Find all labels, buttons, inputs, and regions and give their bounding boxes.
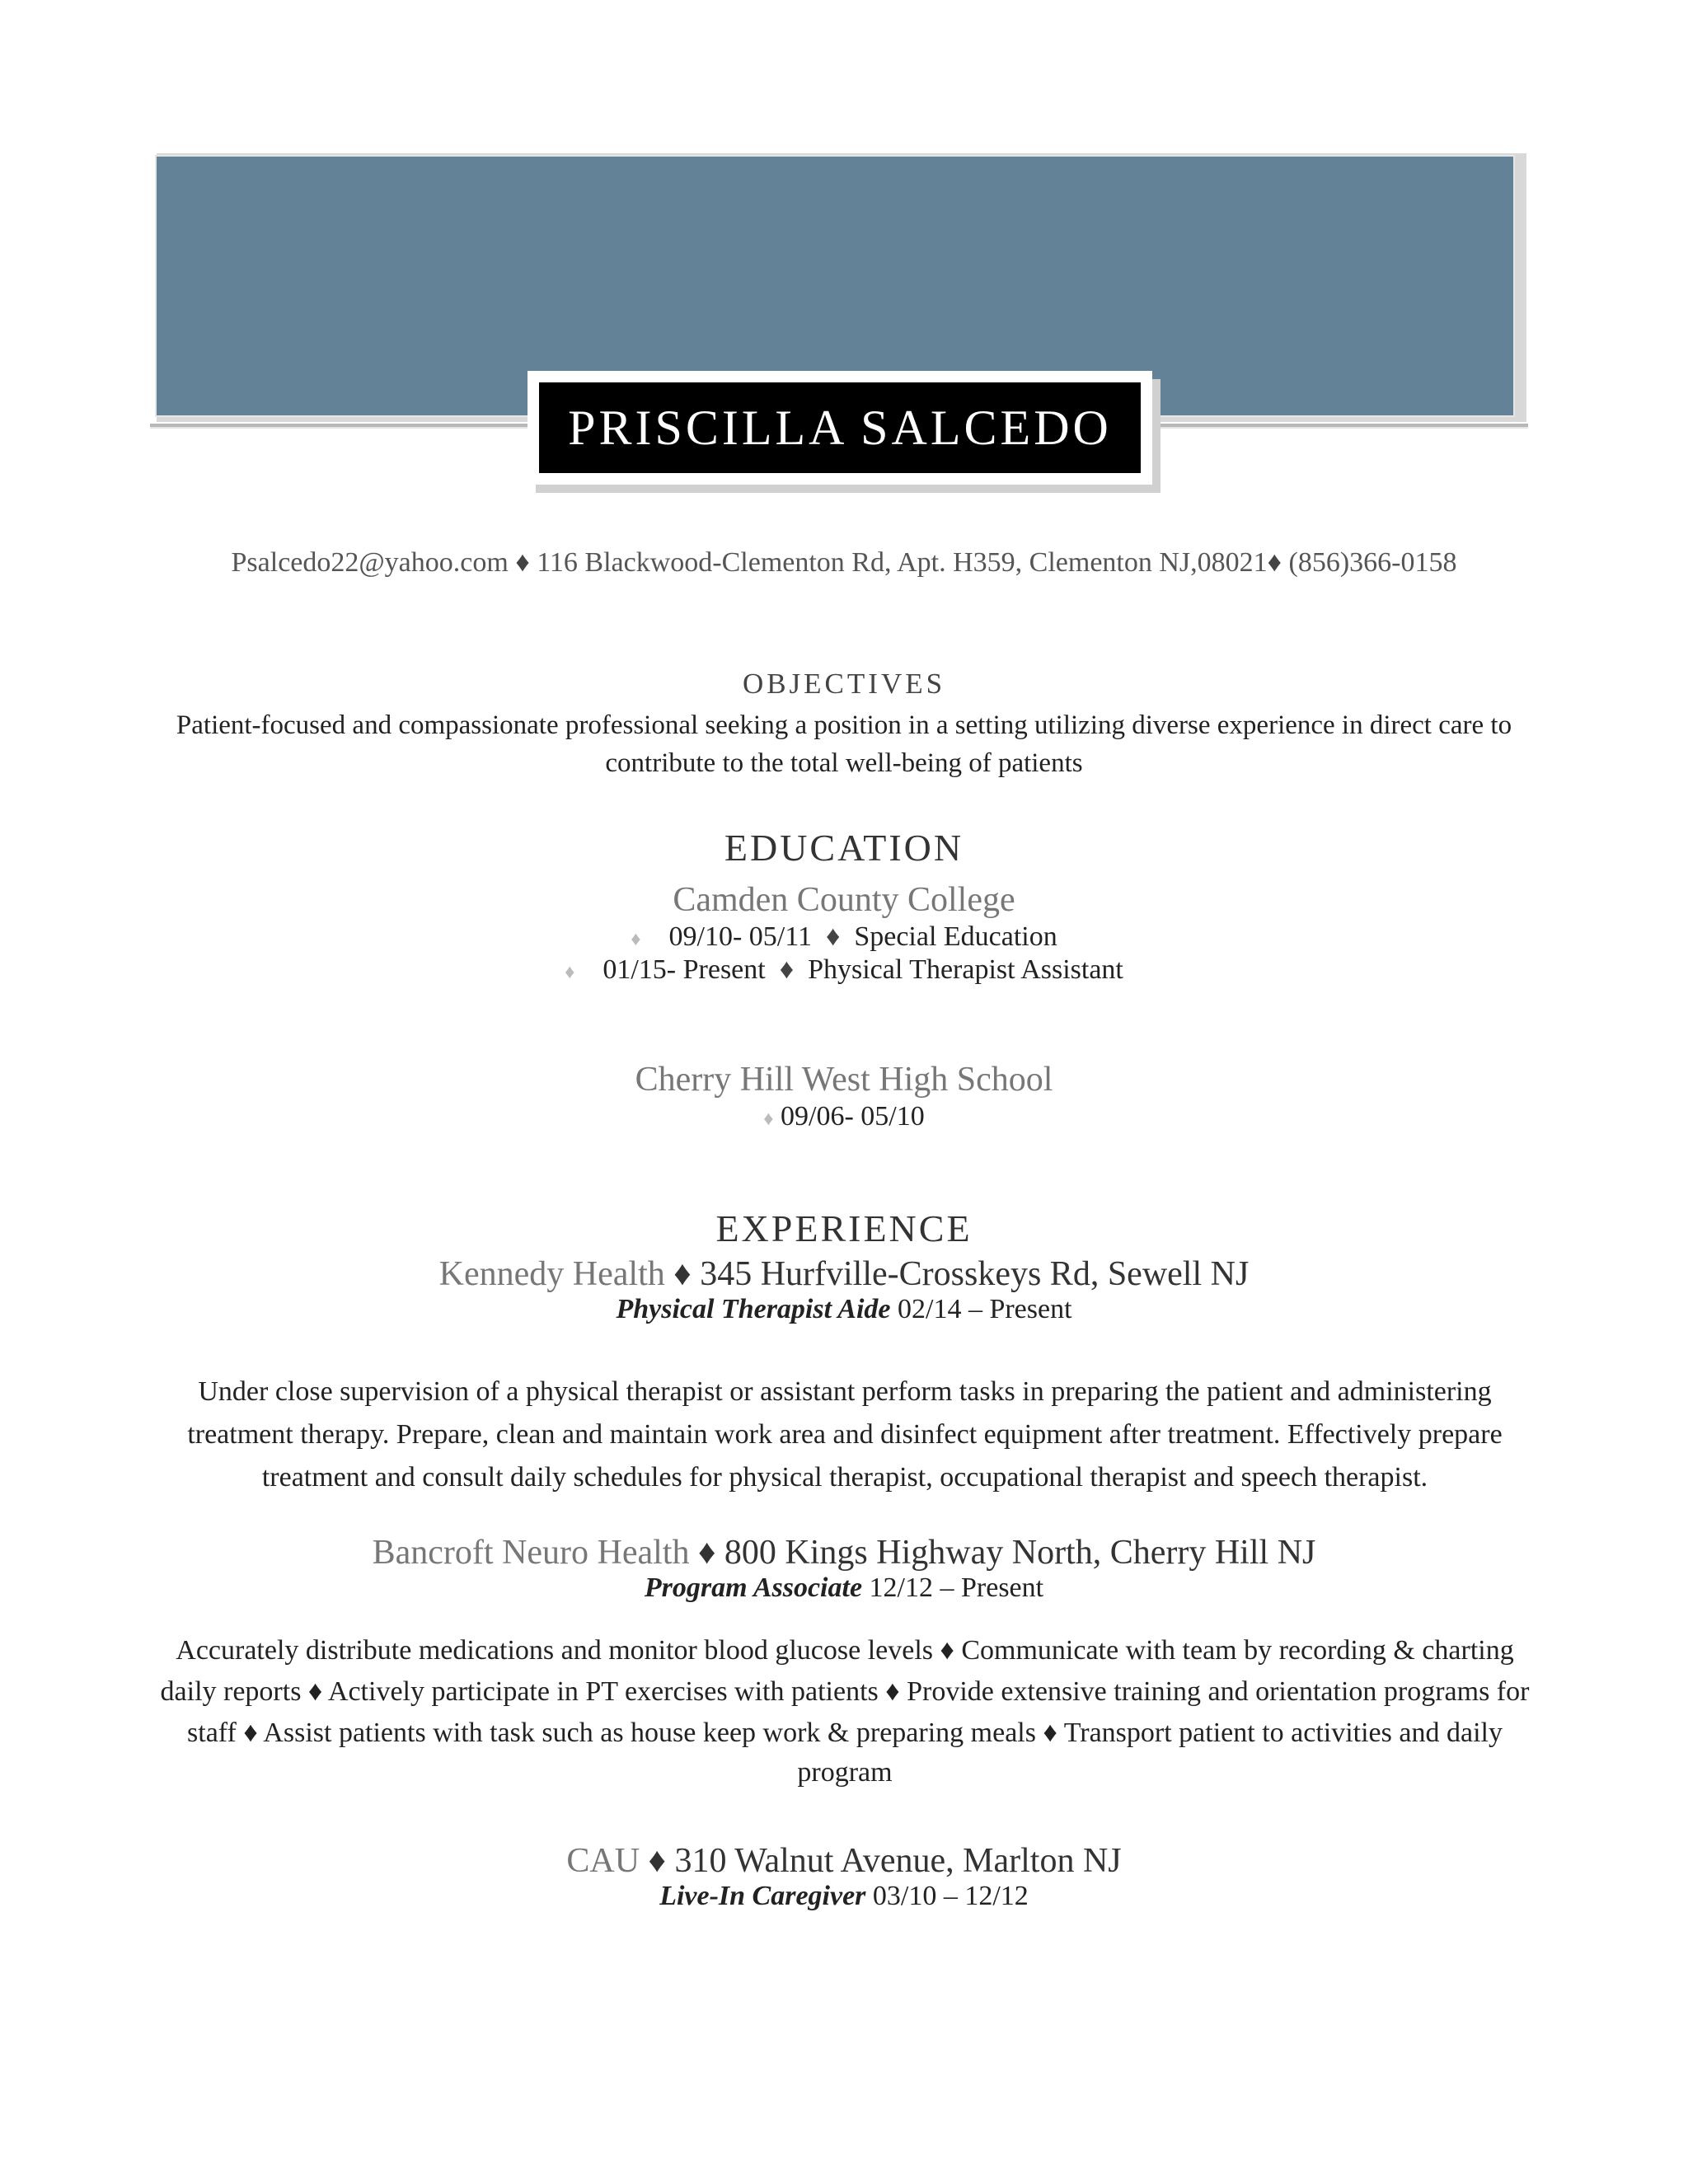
objectives-heading: OBJECTIVES [742, 668, 946, 700]
job-role-line [0, 1572, 1688, 1604]
contact-separator: ♦ [1267, 547, 1289, 578]
job-description-line: program [797, 1757, 893, 1788]
bullet-icon: ♦ [763, 1108, 774, 1130]
job-address: 345 Hurfville-Crosskeys Rd, Sewell NJ [700, 1255, 1250, 1293]
job-role: Program Associate [644, 1572, 863, 1603]
education-dates: 01/15- Present [603, 954, 766, 985]
job-description-line: Accurately distribute medications and monitor blood glucose levels ♦ Communicate with team by recording & charting [176, 1635, 1514, 1666]
diamond-separator: ♦ [689, 1534, 724, 1572]
job-org-name: Kennedy Health [438, 1255, 665, 1293]
contact-line [0, 547, 1688, 579]
objectives-text-line: Patient-focused and compassionate professional seeking a position in a setting utilizing diverse experience in direct care to [176, 710, 1512, 740]
bullet-icon: ♦ [565, 962, 575, 983]
education-entry [0, 921, 1688, 953]
education-heading: EDUCATION [724, 827, 964, 869]
diamond-separator: ♦ [825, 921, 841, 952]
school-name: Cherry Hill West High School [635, 1061, 1053, 1099]
job-description-line: staff ♦ Assist patients with task such as house keep work & preparing meals ♦ Transport patient to activities and daily [187, 1718, 1503, 1748]
education-dates: 09/06- 05/10 [781, 1101, 925, 1132]
job-role-line [0, 1294, 1688, 1325]
bullet-icon: ♦ [631, 929, 641, 950]
job-organization [0, 1254, 1688, 1294]
job-description-line: daily reports ♦ Actively participate in PT exercises with patients ♦ Provide extensive training and orientation programs for [160, 1676, 1530, 1707]
job-dates: 12/12 – Present [862, 1572, 1044, 1603]
job-org-name: Bancroft Neuro Health [372, 1534, 690, 1572]
contact-phone: (856)366-0158 [1288, 547, 1457, 578]
job-dates: 03/10 – 12/12 [865, 1881, 1029, 1911]
experience-heading: EXPERIENCE [715, 1207, 973, 1249]
job-description-line: Under close supervision of a physical therapist or assistant perform tasks in preparing the patient and administering [198, 1376, 1492, 1407]
education-entry [0, 1101, 1688, 1132]
diamond-separator: ♦ [779, 954, 795, 985]
diamond-separator: ♦ [664, 1255, 701, 1293]
job-dates: 02/14 – Present [890, 1294, 1072, 1324]
contact-separator: ♦ [508, 547, 537, 578]
job-organization [0, 1841, 1688, 1881]
education-program: Physical Therapist Assistant [808, 954, 1123, 985]
job-role: Physical Therapist Aide [616, 1294, 891, 1324]
job-address: 800 Kings Highway North, Cherry Hill NJ [724, 1534, 1316, 1572]
education-dates: 09/10- 05/11 [668, 921, 812, 952]
school-name: Camden County College [673, 881, 1015, 919]
contact-address: 116 Blackwood-Clementon Rd, Apt. H359, Clementon NJ,08021 [537, 547, 1268, 578]
job-address: 310 Walnut Avenue, Marlton NJ [674, 1842, 1122, 1880]
job-description-line: treatment therapy. Prepare, clean and maintain work area and disinfect equipment after treatment. Effectively prepare [187, 1419, 1503, 1450]
objectives-text-line: contribute to the total well-being of patients [605, 748, 1083, 778]
contact-email: Psalcedo22@yahoo.com [231, 547, 509, 578]
diamond-separator: ♦ [640, 1842, 675, 1880]
job-role-line [0, 1881, 1688, 1912]
resume-name: PRISCILLA SALCEDO [539, 382, 1141, 473]
job-org-name: CAU [566, 1842, 640, 1880]
job-organization [0, 1533, 1688, 1572]
education-program: Special Education [854, 921, 1057, 952]
job-role: Live-In Caregiver [659, 1881, 866, 1911]
education-entry [0, 954, 1688, 986]
job-description-line: treatment and consult daily schedules for physical therapist, occupational therapist and speech therapist. [261, 1462, 1428, 1493]
